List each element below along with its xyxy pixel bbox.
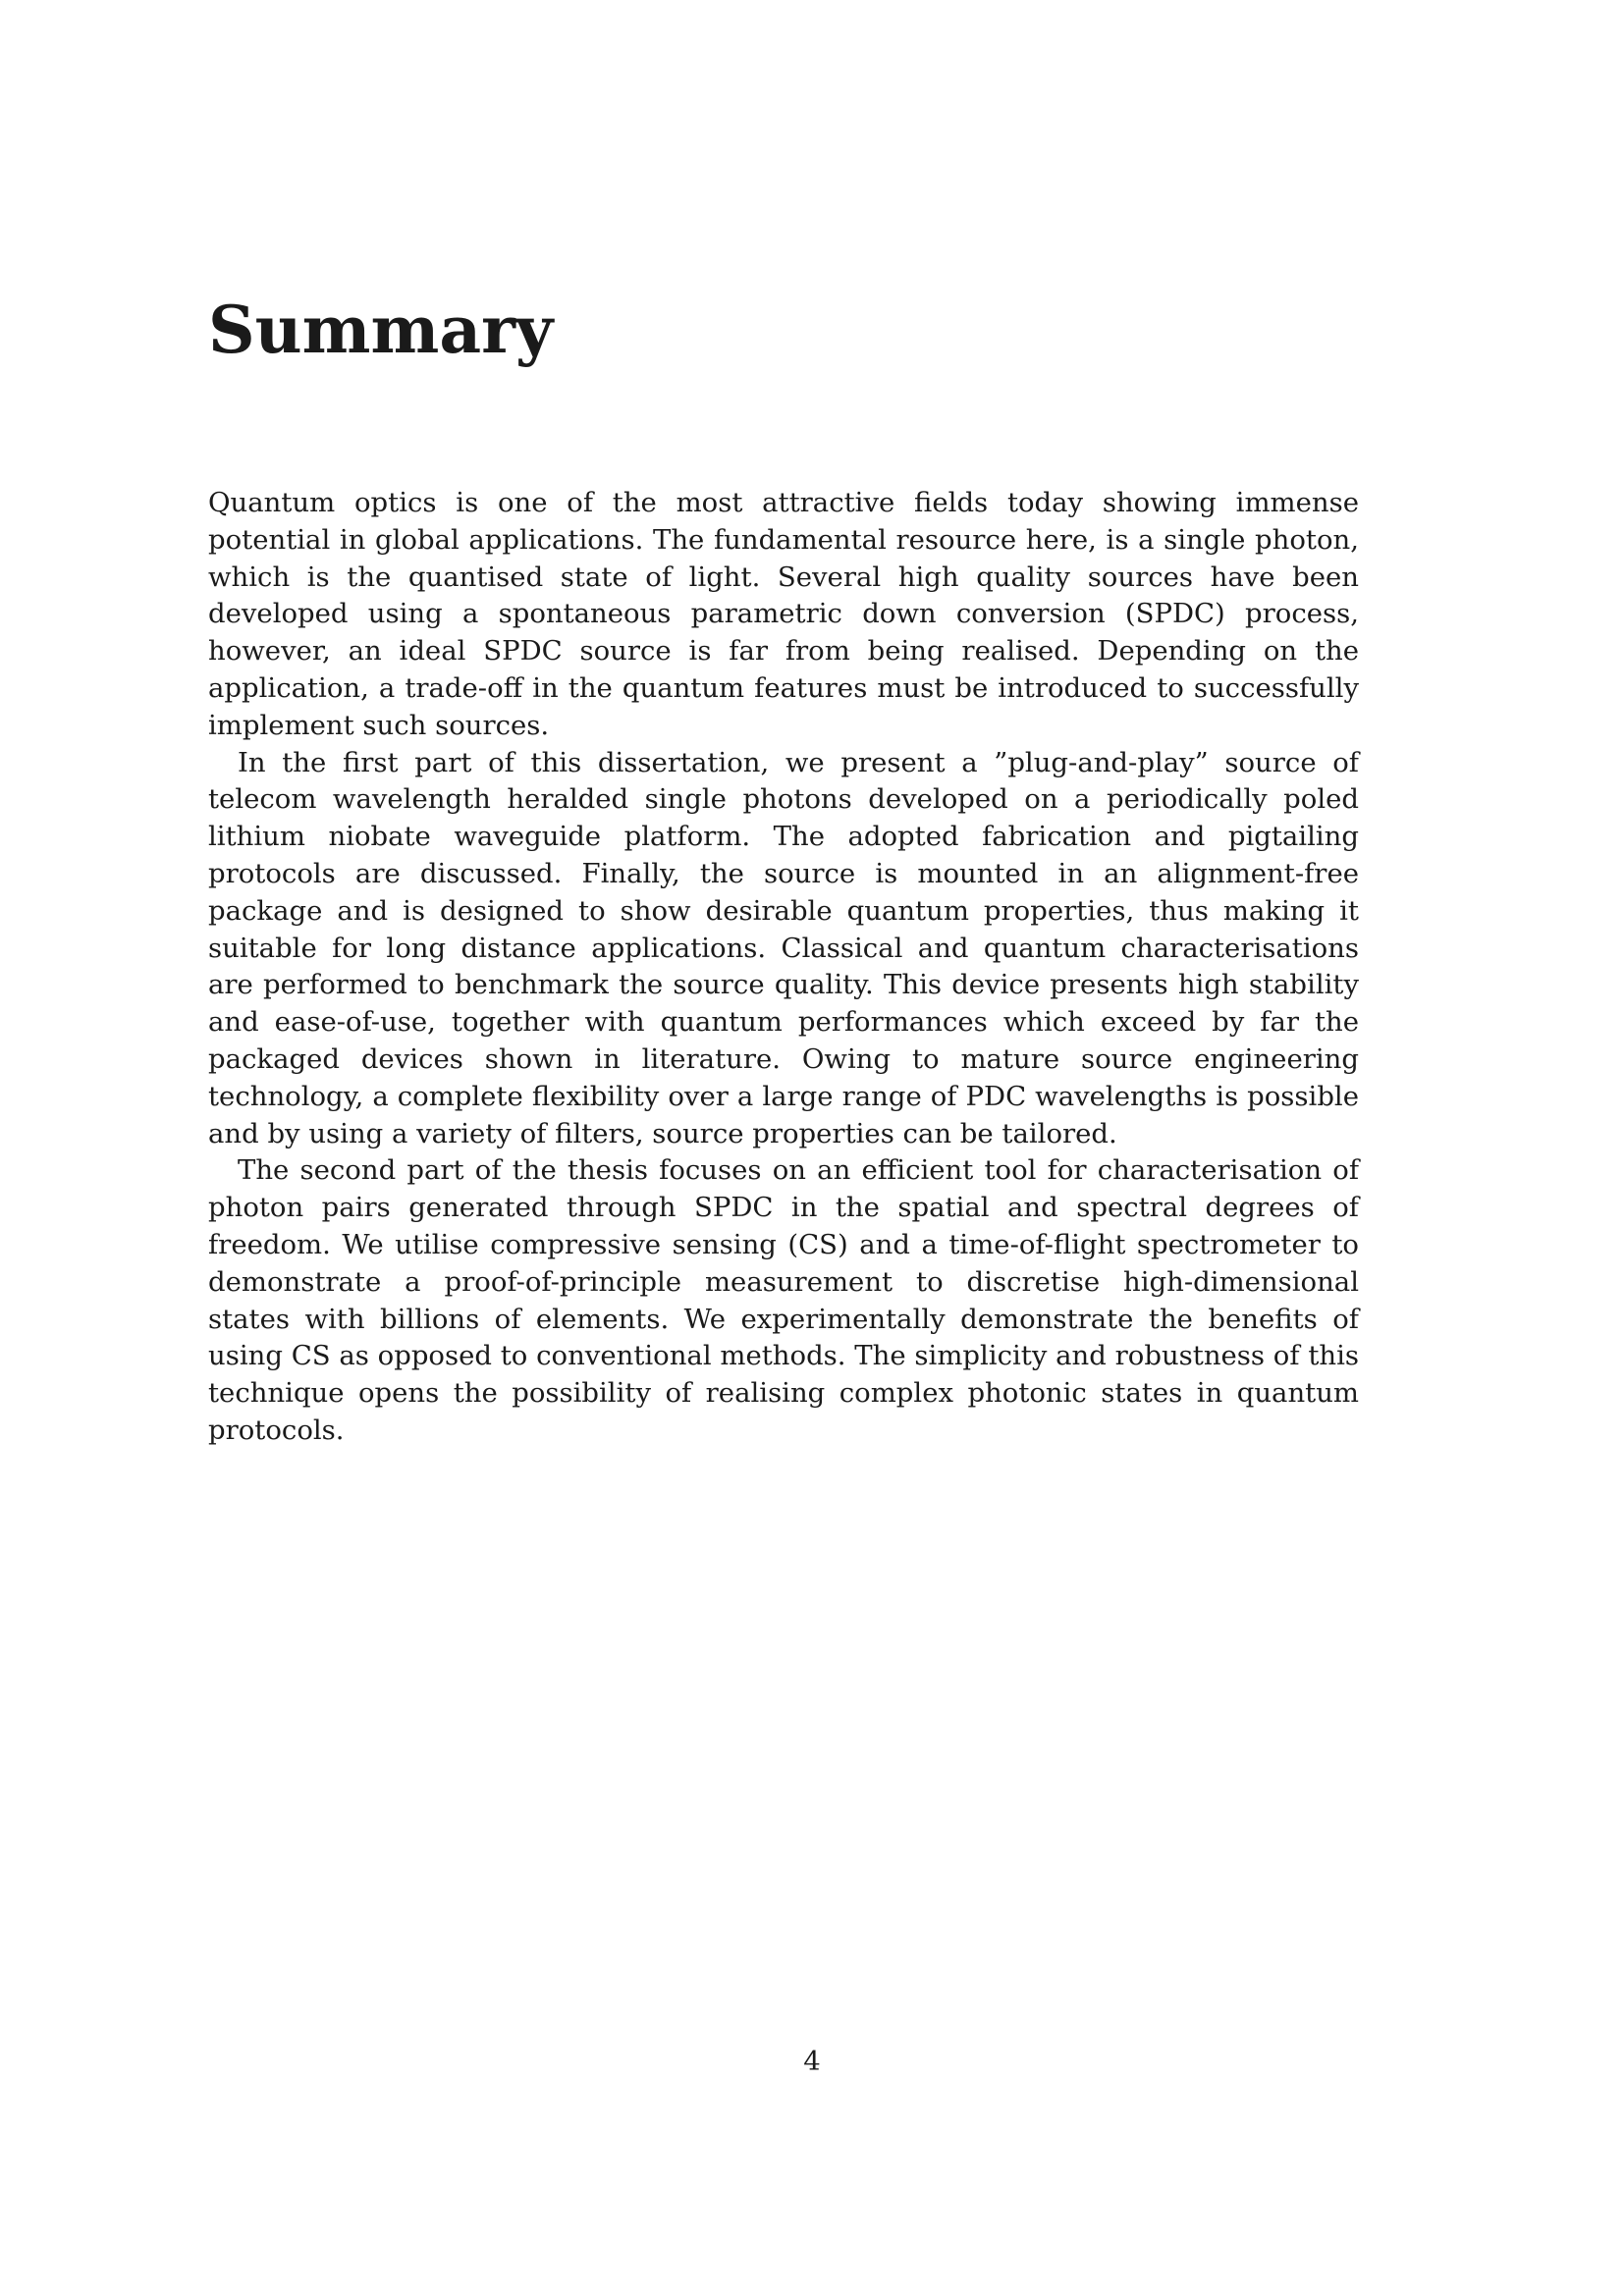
summary-paragraph-2: In the first part of this dissertation, we present a ”plug-and-play” source of telecom wavelength heralded single photons developed on a periodically poled lithium niobate waveguide platform. The adopted fabrication and pigtailing protocols are discussed. Finally, the source is mounted in an alignment-free package and is designed to show desirable quantum properties, thus making it suitable for long distance applications. Classical and quantum characterisations are performed to benchmark the source quality. This device presents high stability and ease-of-use, together with quantum performances which exceed by far the packaged devices shown in literature. Owing to mature source engineering technology, a complete flexibility over a large range of PDC wavelengths is possible and by using a variety of filters, source properties can be tailored. — [208, 746, 1359, 1149]
summary-paragraph-3: The second part of the thesis focuses on an efficient tool for characterisation of photon pairs generated through SPDC in the spatial and spectral degrees of freedom. We utilise compressive sensing (CS) and a time-of-flight spectrometer to demonstrate a proof-of-principle measurement to discretise high-dimensional states with billions of elements. We experimentally demonstrate the benefits of using CS as opposed to conventional methods. The simplicity and robustness of this technique opens the possibility of realising complex photonic states in quantum protocols. — [208, 1154, 1359, 1446]
summary-body — [208, 485, 1359, 1450]
chapter-title: Summary — [208, 292, 554, 368]
summary-paragraph-1: Quantum optics is one of the most attractive fields today showing immense potential in global applications. The fundamental resource here, is a single photon, which is the quantised state of light. Several high quality sources have been developed using a spontaneous parametric down conversion (SPDC) process, however, an ideal SPDC source is far from being realised. Depending on the application, a trade-off in the quantum features must be introduced to successfully implement such sources. — [208, 487, 1359, 741]
page-number: 4 — [803, 2046, 821, 2077]
